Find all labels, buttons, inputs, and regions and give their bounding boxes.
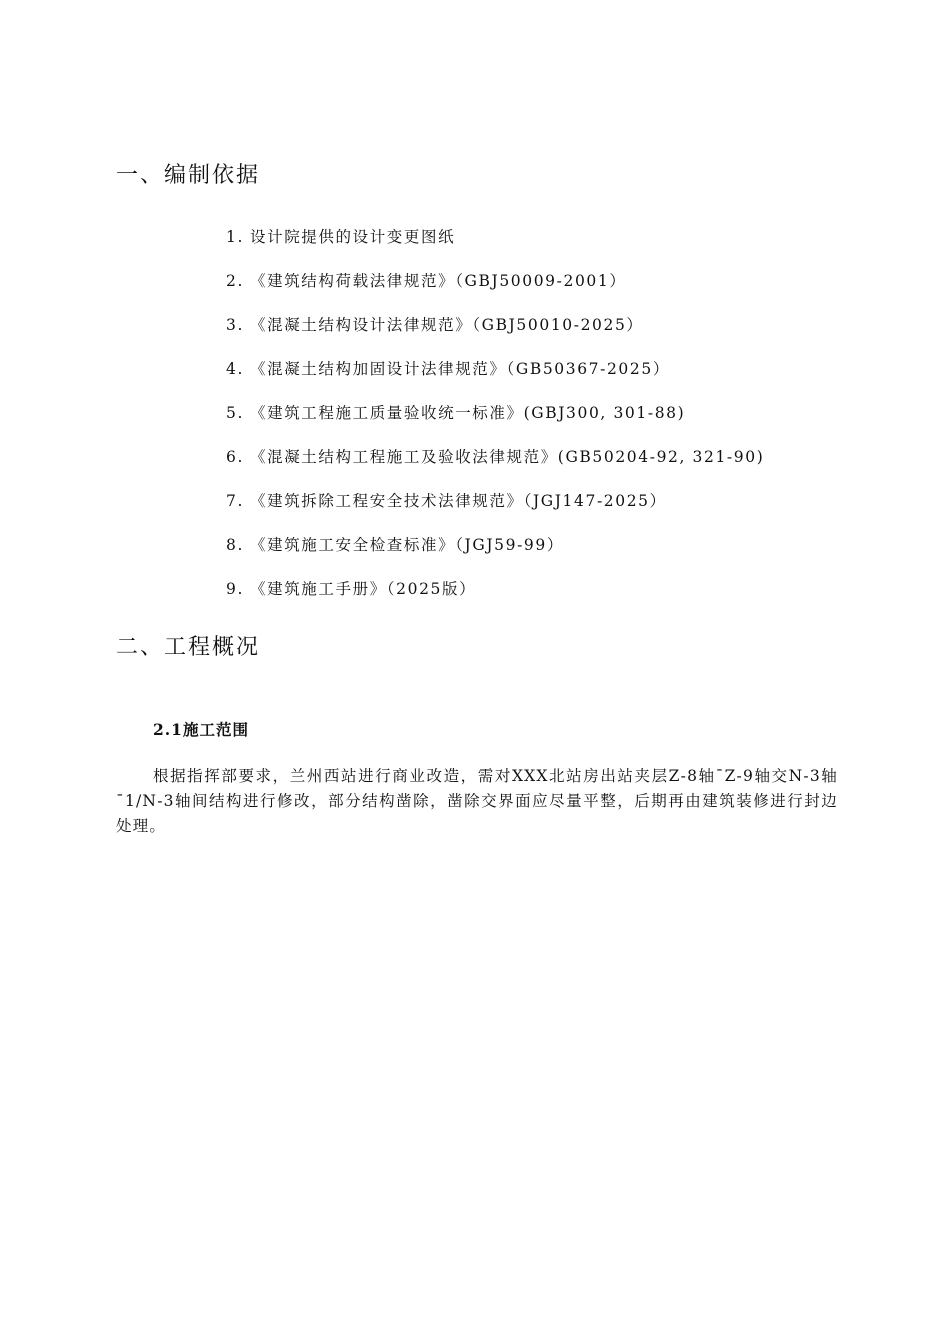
list-item-number: 3. [226,316,244,334]
list-item [226,490,764,534]
list-item-text: 设计院提供的设计变更图纸 [250,228,456,246]
list-item-number: 2. [226,272,244,290]
list-item [226,402,764,446]
scope-paragraph: 根据指挥部要求，兰州西站进行商业改造，需对XXX北站房出站夹层Z-8轴¯Z-9轴交N-3轴¯1/N-3轴间结构进行修改，部分结构凿除，凿除交界面应尽量平整，后期再由建筑装修进行封边处理。 [116,767,838,835]
list-item-number: 8. [226,536,244,554]
list-item-text: 《建筑工程施工质量验收统一标准》(GBJ300, 301-88) [250,404,686,422]
list-item-text: 《建筑拆除工程安全技术法律规范》（JGJ147-2025） [250,492,667,510]
subsection-heading-scope: 2.1施工范围 [153,720,249,739]
list-item [226,446,764,490]
reference-list [226,226,764,622]
list-item [226,358,764,402]
section-heading-overview: 二、工程概况 [116,635,261,660]
list-item-number: 9. [226,580,244,598]
list-item [226,270,764,314]
list-item-text: 《混凝土结构工程施工及验收法律规范》(GB50204-92, 321-90) [250,448,765,466]
list-item [226,578,764,622]
list-item [226,314,764,358]
list-item-text: 《建筑施工手册》（2025版） [250,580,477,598]
section-heading-basis: 一、编制依据 [116,163,261,188]
list-item [226,226,764,270]
list-item-text: 《建筑施工安全检查标准》（JGJ59-99） [250,536,564,554]
list-item-text: 《混凝土结构加固设计法律规范》（GB50367-2025） [250,360,670,378]
list-item-number: 5. [226,404,244,422]
list-item-number: 7. [226,492,244,510]
list-item-text: 《混凝土结构设计法律规范》（GBJ50010-2025） [250,316,644,334]
list-item-number: 4. [226,360,244,378]
list-item-text: 《建筑结构荷载法律规范》（GBJ50009-2001） [250,272,627,290]
list-item [226,534,764,578]
list-item-number: 6. [226,448,244,466]
list-item-number: 1. [226,228,244,246]
